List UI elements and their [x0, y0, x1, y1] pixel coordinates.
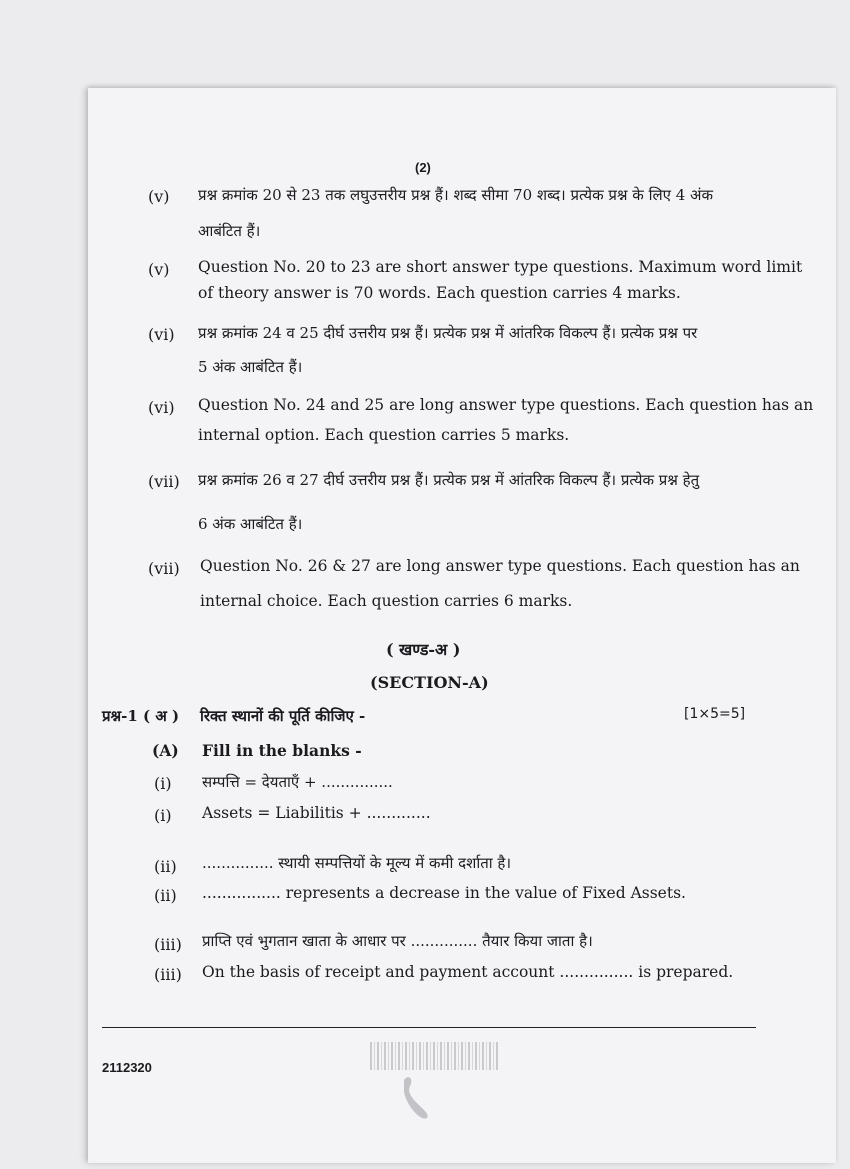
blank-item-text: ................ represents a decrease in the value of Fixed Assets. — [202, 884, 686, 902]
page-number: (2) — [415, 160, 431, 175]
blank-item-number: (ii) — [154, 886, 177, 905]
part-text: Fill in the blanks - — [202, 741, 362, 760]
instruction-text-en: of theory answer is 70 words. Each question carries 4 marks. — [198, 284, 681, 302]
blank-item-text: On the basis of receipt and payment account ............... is prepared. — [202, 963, 734, 981]
barcode-image — [370, 1042, 500, 1070]
footer-rule — [102, 1027, 756, 1028]
instruction-number: (v) — [148, 260, 170, 279]
instruction-number: (vi) — [148, 325, 175, 344]
instruction-text-en: Question No. 26 & 27 are long answer type questions. Each question has an — [200, 557, 800, 575]
instruction-number: (vi) — [148, 398, 175, 417]
paper-sheet — [88, 88, 836, 1163]
instruction-number: (v) — [148, 187, 170, 206]
instruction-text-en: Question No. 24 and 25 are long answer type questions. Each question has an — [198, 396, 814, 414]
blank-item-number: (ii) — [154, 857, 177, 876]
instruction-text-en: Question No. 20 to 23 are short answer type questions. Maximum word limit — [198, 258, 803, 276]
section-heading-hi: ( खण्ड-अ ) — [386, 640, 461, 659]
instruction-text-en: internal option. Each question carries 5 marks. — [198, 426, 570, 444]
instruction-text-hi: 6 अंक आबंटित हैं। — [198, 515, 303, 533]
instruction-text-hi: प्रश्न क्रमांक 26 व 27 दीर्घ उत्तरीय प्रश्न हैं। प्रत्येक प्रश्न में आंतरिक विकल्प हैं। प्रत्येक प्रश्न हेतु — [198, 471, 700, 489]
question-text-hi: रिक्त स्थानों की पूर्ति कीजिए - — [200, 707, 366, 725]
instruction-text-hi: आबंटित हैं। — [198, 222, 261, 240]
blank-item-number: (i) — [154, 806, 172, 825]
blank-item-text: ............... स्थायी सम्पत्तियों के मूल्य में कमी दर्शाता है। — [202, 854, 512, 872]
question-label: प्रश्न-1 ( अ ) — [102, 707, 180, 725]
ink-smudge-image — [398, 1072, 438, 1122]
instruction-text-en: internal choice. Each question carries 6 marks. — [200, 592, 573, 610]
instruction-text-hi: 5 अंक आबंटित हैं। — [198, 358, 303, 376]
paper-code: 2112320 — [102, 1060, 152, 1075]
blank-item-number: (iii) — [154, 965, 182, 984]
blank-item-number: (i) — [154, 774, 172, 793]
blank-item-text: Assets = Liabilitis + ............. — [202, 804, 431, 822]
question-marks: [1×5=5] — [684, 706, 746, 722]
blank-item-text: सम्पत्ति = देयताएँ + ............... — [202, 773, 393, 791]
instruction-text-hi: प्रश्न क्रमांक 24 व 25 दीर्घ उत्तरीय प्रश्न हैं। प्रत्येक प्रश्न में आंतरिक विकल्प हैं। प्रत्येक प्रश्न पर — [198, 324, 698, 342]
blank-item-text: प्राप्ति एवं भुगतान खाता के आधार पर .............. तैयार किया जाता है। — [202, 932, 593, 950]
blank-item-number: (iii) — [154, 935, 182, 954]
instruction-number: (vii) — [148, 472, 180, 491]
instruction-number: (vii) — [148, 559, 180, 578]
instruction-text-hi: प्रश्न क्रमांक 20 से 23 तक लघुउत्तरीय प्रश्न हैं। शब्द सीमा 70 शब्द। प्रत्येक प्रश्न के लिए 4 अंक — [198, 186, 713, 204]
part-label: (A) — [152, 741, 179, 760]
section-heading-en: (SECTION-A) — [370, 673, 489, 692]
